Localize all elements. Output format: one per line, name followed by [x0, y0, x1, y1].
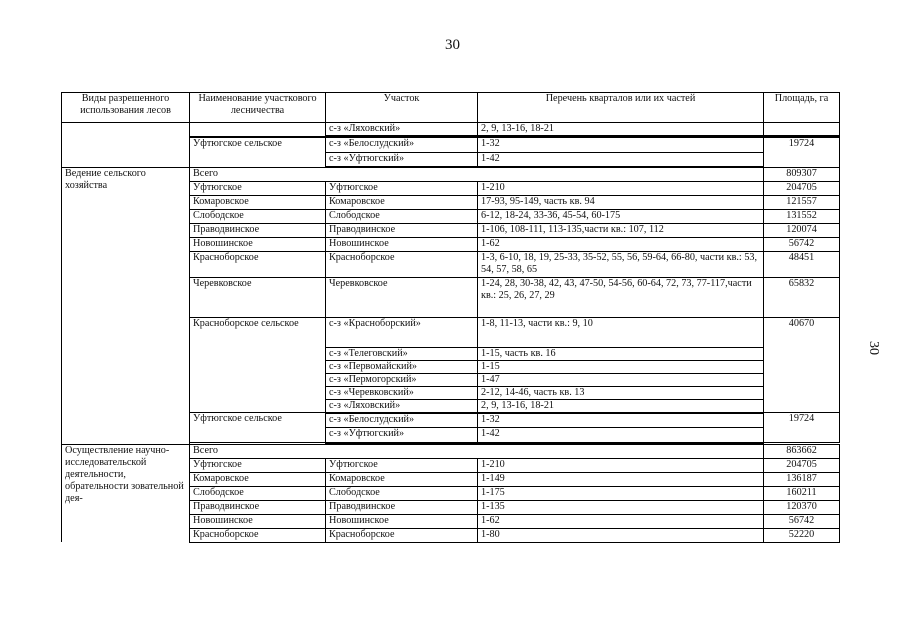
district-cell: Праводвинское [190, 500, 326, 514]
blocks-cell: 1-135 [478, 500, 764, 514]
section-cell: Слободское [326, 486, 478, 500]
area-cell: 120370 [764, 500, 840, 514]
district-cell: Комаровское [190, 195, 326, 209]
section-cell: Красноборское [326, 528, 478, 542]
district-cell: Уфтюгское [190, 458, 326, 472]
header-blocks: Перечень кварталов или их частей [478, 93, 764, 123]
area-cell: 121557 [764, 195, 840, 209]
district-cell: Уфтюгское сельское [190, 137, 326, 167]
section-cell: с-з «Уфтюгский» [326, 428, 478, 443]
district-cell: Комаровское [190, 472, 326, 486]
blocks-cell: 6-12, 18-24, 33-36, 45-54, 60-175 [478, 209, 764, 223]
blocks-cell: 1-62 [478, 237, 764, 251]
blocks-cell: 17-93, 95-149, часть кв. 94 [478, 195, 764, 209]
section-cell: Праводвинское [326, 500, 478, 514]
header-section: Участок [326, 93, 478, 123]
section-cell: с-з «Уфтюгский» [326, 152, 478, 167]
section-cell: с-з «Первомайский» [326, 360, 478, 373]
district-cell: Слободское [190, 486, 326, 500]
blocks-cell: 1-8, 11-13, части кв.: 9, 10 [478, 317, 764, 347]
section-cell: Комаровское [326, 472, 478, 486]
blocks-cell: 1-149 [478, 472, 764, 486]
area-cell: 136187 [764, 472, 840, 486]
blocks-cell: 1-3, 6-10, 18, 19, 25-33, 35-52, 55, 56, 59-64, 66-80, части кв.: 53, 54, 57, 58, 65 [478, 251, 764, 277]
section-cell: Красноборское [326, 251, 478, 277]
use-cell-empty [62, 123, 190, 168]
district-cell: Новошинское [190, 237, 326, 251]
table-row [62, 444, 840, 458]
blocks-cell: 1-106, 108-111, 113-135,части кв.: 107, 112 [478, 223, 764, 237]
area-cell: 131552 [764, 209, 840, 223]
section-cell: Уфтюгское [326, 181, 478, 195]
area-cell: 56742 [764, 514, 840, 528]
header-area: Площадь, га [764, 93, 840, 123]
use-cell: Осуществление научно-исследовательской деятельности, обрательности зовательной дея- [62, 444, 190, 542]
district-cell [190, 123, 326, 136]
area-cell: 204705 [764, 181, 840, 195]
district-cell: Уфтюгское сельское [190, 413, 326, 443]
section-cell: Уфтюгское [326, 458, 478, 472]
blocks-cell: 2-12, 14-46, часть кв. 13 [478, 386, 764, 399]
blocks-cell: 1-32 [478, 137, 764, 152]
area-cell: 65832 [764, 277, 840, 317]
use-cell: Ведение сельского хозяйства [62, 167, 190, 444]
area-cell: 809307 [764, 167, 840, 181]
forest-use-table [61, 92, 840, 543]
blocks-cell: 1-24, 28, 30-38, 42, 43, 47-50, 54-56, 60-64, 72, 73, 77-117,части кв.: 25, 26, 27, 29 [478, 277, 764, 317]
blocks-cell: 1-62 [478, 514, 764, 528]
district-cell: Красноборское [190, 528, 326, 542]
page-number: 30 [445, 37, 460, 53]
blocks-cell: 2, 9, 13-16, 18-21 [478, 123, 764, 136]
blocks-cell: 1-210 [478, 458, 764, 472]
blocks-cell: 1-32 [478, 413, 764, 428]
section-cell: Черевковское [326, 277, 478, 317]
total-label-cell: Всего [190, 444, 764, 458]
district-cell: Новошинское [190, 514, 326, 528]
side-page-number: 30 [866, 341, 881, 355]
section-cell: с-з «Ляховский» [326, 123, 478, 136]
district-cell: Красноборское сельское [190, 317, 326, 413]
table-row [62, 167, 840, 181]
area-cell: 40670 [764, 317, 840, 413]
district-cell: Праводвинское [190, 223, 326, 237]
blocks-cell: 1-15 [478, 360, 764, 373]
district-cell: Слободское [190, 209, 326, 223]
blocks-cell: 1-80 [478, 528, 764, 542]
area-cell: 120074 [764, 223, 840, 237]
table-header [62, 93, 840, 123]
district-cell: Красноборское [190, 251, 326, 277]
blocks-cell: 1-15, часть кв. 16 [478, 347, 764, 360]
blocks-cell: 1-42 [478, 428, 764, 443]
district-cell: Уфтюгское [190, 181, 326, 195]
section-cell: с-з «Ляховский» [326, 399, 478, 413]
table-row [62, 123, 840, 136]
section-cell: Новошинское [326, 237, 478, 251]
area-cell: 19724 [764, 413, 840, 443]
blocks-cell: 1-210 [478, 181, 764, 195]
area-cell: 863662 [764, 444, 840, 458]
blocks-cell: 1-175 [478, 486, 764, 500]
area-cell: 48451 [764, 251, 840, 277]
section-cell: с-з «Телеговский» [326, 347, 478, 360]
section-cell: с-з «Пермогорский» [326, 373, 478, 386]
section-cell: с-з «Черевковский» [326, 386, 478, 399]
total-label-cell: Всего [190, 167, 764, 181]
section-cell: Новошинское [326, 514, 478, 528]
area-cell: 160211 [764, 486, 840, 500]
section-cell: Комаровское [326, 195, 478, 209]
header-district: Наименование участкового лесничества [190, 93, 326, 123]
section-cell: с-з «Белослудский» [326, 137, 478, 152]
section-cell: с-з «Красноборский» [326, 317, 478, 347]
area-cell [764, 123, 840, 136]
blocks-cell: 2, 9, 13-16, 18-21 [478, 399, 764, 413]
area-cell: 56742 [764, 237, 840, 251]
section-cell: Слободское [326, 209, 478, 223]
section-cell: с-з «Белослудский» [326, 413, 478, 428]
area-cell: 204705 [764, 458, 840, 472]
district-cell: Черевковское [190, 277, 326, 317]
area-cell: 19724 [764, 137, 840, 167]
blocks-cell: 1-47 [478, 373, 764, 386]
section-cell: Праводвинское [326, 223, 478, 237]
header-use: Виды разрешенного использования лесов [62, 93, 190, 123]
area-cell: 52220 [764, 528, 840, 542]
blocks-cell: 1-42 [478, 152, 764, 167]
